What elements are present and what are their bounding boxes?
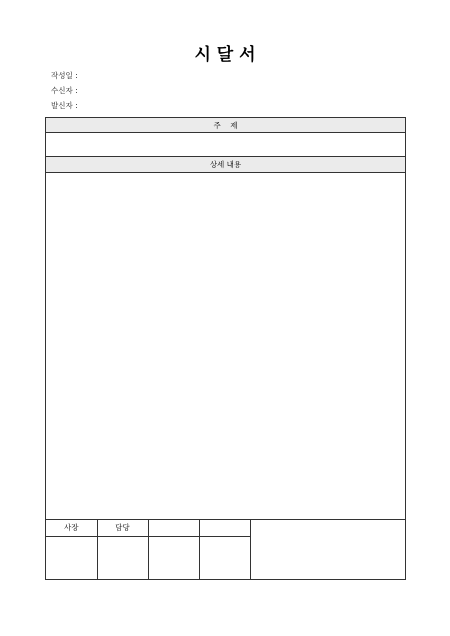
approval-label-row <box>46 520 250 536</box>
subject-field[interactable] <box>46 133 405 157</box>
document-title: 시 달 서 <box>194 45 256 65</box>
approval-label-blank-1 <box>148 520 199 536</box>
date-label: 작성일 : <box>51 71 78 80</box>
approval-label-blank-2 <box>199 520 250 536</box>
recipient-label: 수신자 : <box>51 86 78 95</box>
sender-line <box>51 100 78 111</box>
sign-box-ceo[interactable] <box>46 536 97 579</box>
detail-header-label: 상세 내용 <box>209 160 242 169</box>
date-line <box>51 70 78 81</box>
sign-box-manager[interactable] <box>97 536 148 579</box>
subject-header-label: 주 제 <box>213 120 238 130</box>
approval-sign-row <box>46 536 250 579</box>
sign-box-blank-1[interactable] <box>148 536 199 579</box>
approval-label-ceo: 사장 <box>46 520 97 536</box>
sender-label: 발신자 : <box>51 101 78 110</box>
approval-table <box>46 520 251 579</box>
recipient-line <box>51 85 78 96</box>
subject-header <box>46 118 405 133</box>
approval-label-manager: 담당 <box>97 520 148 536</box>
sign-box-blank-2[interactable] <box>199 536 250 579</box>
detail-header <box>46 157 405 173</box>
form-frame <box>45 117 406 580</box>
detail-content-field[interactable] <box>46 173 405 520</box>
approval-section <box>46 520 405 579</box>
